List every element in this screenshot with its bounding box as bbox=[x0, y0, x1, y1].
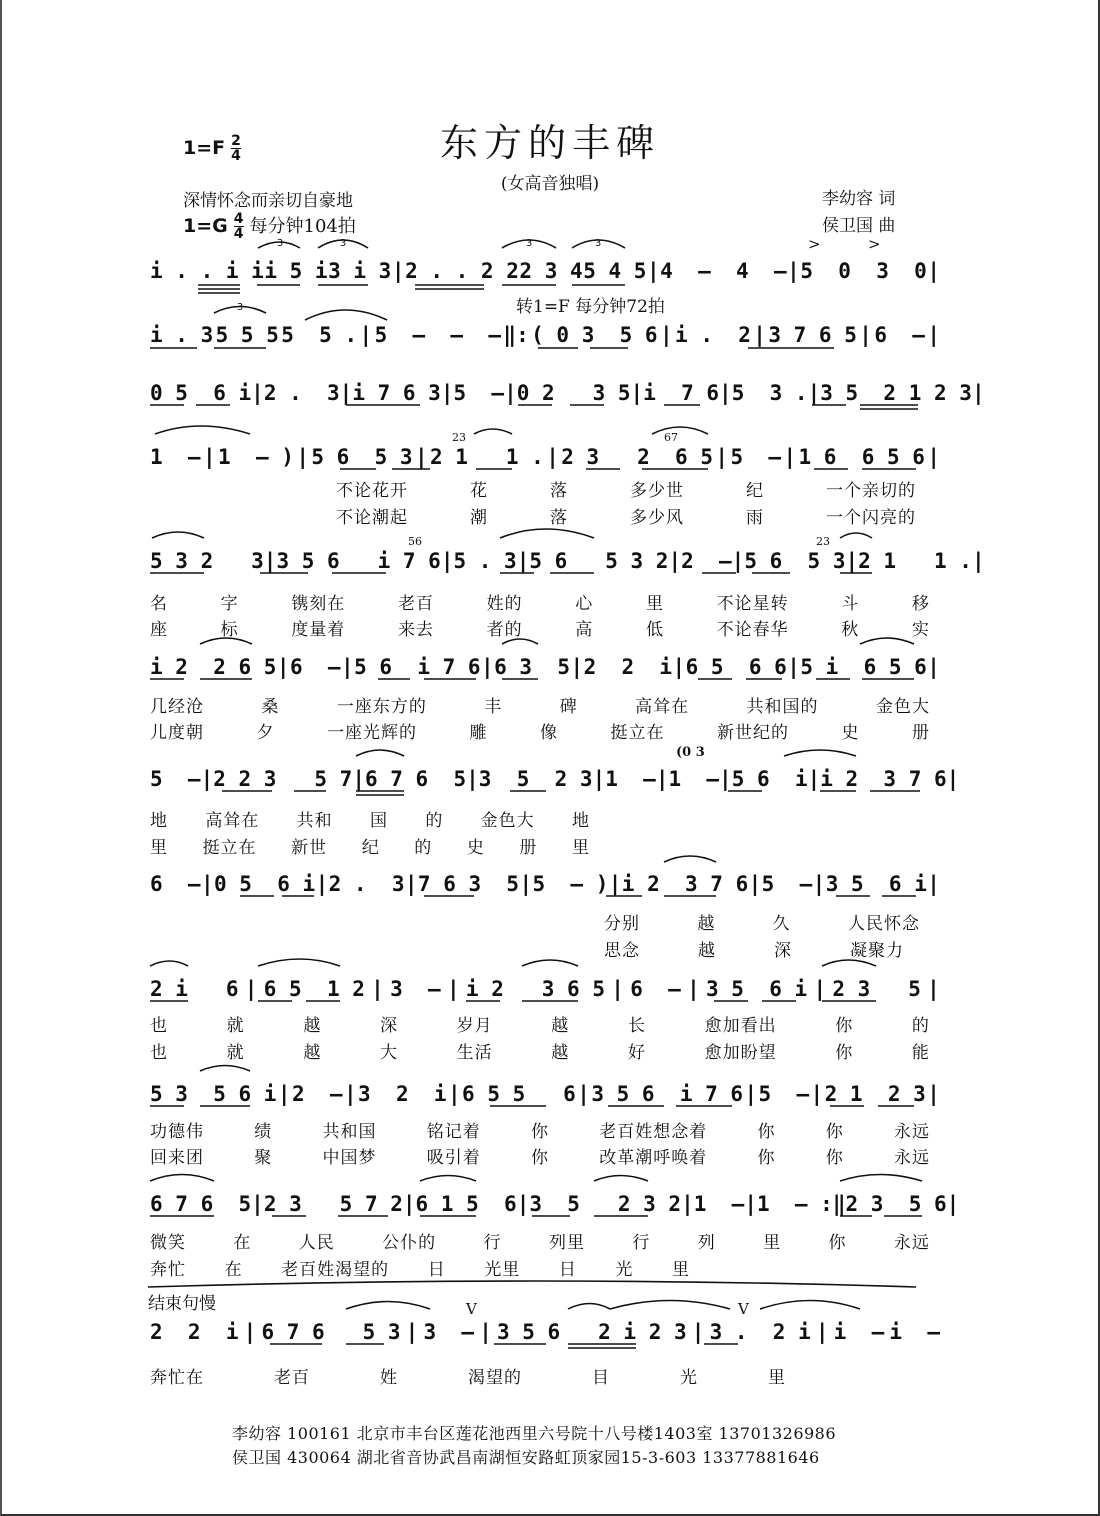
notation-line-12: 2 2 i | 6 7 6 5 3 | 3 – | 3 5 6 2 i 2 3 | 3 . 2 i | i – i – bbox=[150, 1320, 940, 1344]
notation-line-1: i . . i i i 5 i 3 i 3 | 2 . . 2 2 2 3 4 5 4 5 | 4 – 4 – | 5 0 3 0 | bbox=[150, 259, 940, 283]
lyric-line: 儿度朝 夕 一座光辉的 雕 像 挺立在 新世纪的 史 册 bbox=[150, 723, 930, 743]
lyric-line: 功德伟 绩 共和国 铭记着 你 老百姓想念着 你 你 永远 bbox=[150, 1122, 930, 1142]
notation-line-2: i . 3 5 5 5 5 5 . | 5 – – – ‖: ( 0 3 5 6 | i . 2 | 3 7 6 5 | 6 – | bbox=[150, 323, 940, 347]
accent-mark: > bbox=[868, 235, 881, 253]
notation-line-5: 5 3 2 3 | 3 5 6 i 7 6 | 5 . 3 | 5 6 5 3 2 | 2 – | 5 6 5 3 | 2 1 1 . | bbox=[150, 549, 985, 573]
modulation-mark: 转1=F 每分钟72拍 bbox=[516, 297, 665, 317]
breath-mark: V bbox=[738, 1300, 749, 1318]
key-signature-2: 1=G $\frac{4}{4}$ 每分钟104拍 bbox=[183, 211, 356, 242]
triplet-mark: 3 bbox=[339, 238, 347, 249]
grace-note: 23 bbox=[452, 431, 466, 444]
ending-tempo-mark: 结束句慢 bbox=[148, 1294, 216, 1314]
key-label: 1=F bbox=[183, 137, 226, 159]
lyric-line: 奔忙在 老百 姓 渴望的 目 光 里 bbox=[150, 1368, 786, 1388]
paren-note: (0 3 bbox=[676, 745, 705, 760]
notation-line-11: 6 7 6 5 | 2 3 5 7 2 | 6 1 5 6 | 3 5 2 3 2 | 1 – | 1 – :‖ 2 3 5 6 | bbox=[150, 1192, 960, 1216]
lyric-line: 不论潮起 潮 落 多少风 雨 一个闪亮的 bbox=[336, 508, 916, 528]
lyricist-credit: 李幼容 词 bbox=[822, 189, 896, 209]
lyric-line: 思念 越 深 凝聚力 bbox=[604, 941, 904, 961]
expression-mark: 深情怀念而亲切自豪地 bbox=[183, 191, 353, 211]
grace-note: 67 bbox=[664, 431, 678, 444]
notation-line-7: 5 – | 2 2 3 5 7 | 6 7 6 5 | 3 5 2 3 | 1 – | 1 – | 5 6 i | i 2 3 7 6 | bbox=[150, 767, 960, 791]
time-signature: $\frac{2}{4}$ bbox=[231, 133, 241, 164]
footer-lyricist-contact: 李幼容 100161 北京市丰台区莲花池西里六号院十八号楼1403室 13701326986 bbox=[232, 1424, 837, 1443]
lyric-line: 座 标 度量着 来去 者的 高 低 不论春华 秋 实 bbox=[150, 620, 930, 640]
notation-line-6: i 2 2 6 5 | 6 – | 5 6 i 7 6 | 6 3 5 | 2 2 i | 6 5 6 6 | 5 i 6 5 6 | bbox=[150, 655, 940, 679]
lyric-line: 分别 越 久 人民怀念 bbox=[604, 914, 920, 934]
lyric-line: 几经沧 桑 一座东方的 丰 碑 高耸在 共和国的 金色大 bbox=[150, 697, 930, 717]
triplet-mark: 3 bbox=[525, 238, 533, 249]
accent-mark: > bbox=[808, 235, 821, 253]
triplet-mark: 3 bbox=[276, 238, 284, 249]
notation-line-3: 0 5 6 i | 2 . 3 | i 7 6 3 | 5 – | 0 2 3 5 | i 7 6 | 5 3 . | 3 5 2 1 2 3 | bbox=[150, 381, 985, 405]
composer-credit: 侯卫国 曲 bbox=[822, 216, 896, 236]
grace-note: 23 bbox=[816, 535, 830, 548]
song-title: 东方的丰碑 bbox=[439, 121, 660, 165]
lyric-line: 也 就 越 深 岁月 越 长 愈加看出 你 的 bbox=[150, 1016, 930, 1036]
lyric-line: 不论花开 花 落 多少世 纪 一个亲切的 bbox=[336, 481, 916, 501]
triplet-mark: 3 bbox=[236, 302, 244, 313]
lyric-line: 地 高耸在 共和 国 的 金色大 地 bbox=[150, 811, 590, 831]
lyric-line: 名 字 镌刻在 老百 姓的 心 里 不论星转 斗 移 bbox=[150, 594, 930, 614]
notation-line-8: 6 – | 0 5 6 i | 2 . 3 | 7 6 3 5 | 5 – ) | i 2 3 7 6 | 5 – | 3 5 6 i | bbox=[150, 872, 940, 896]
lyric-line: 奔忙 在 老百姓渴望的 日 光里 日 光 里 bbox=[150, 1260, 690, 1280]
lyric-line: 回来团 聚 中国梦 吸引着 你 改革潮呼唤着 你 你 永远 bbox=[150, 1148, 930, 1168]
lyric-line: 微笑 在 人民 公仆的 行 列里 行 列 里 你 永远 bbox=[150, 1233, 930, 1253]
notation-line-4: 1 – | 1 – ) | 5 6 5 3 | 2 1 1 . | 2 3 2 6 5 | 5 – | 1 6 6 5 6 | bbox=[150, 445, 940, 469]
lyric-line: 也 就 越 大 生活 越 好 愈加盼望 你 能 bbox=[150, 1043, 930, 1063]
tempo-mark: 每分钟104拍 bbox=[249, 216, 356, 237]
grace-note: 56 bbox=[408, 535, 422, 548]
notation-line-9: 2 i 6 | 6 5 1 2 | 3 – | i 2 3 6 5 | 6 – | 3 5 6 i | 2 3 5 | bbox=[150, 977, 940, 1001]
breath-mark: V bbox=[466, 1300, 477, 1318]
footer-composer-contact: 侯卫国 430064 湖北省音协武昌南湖恒安路虹顶家园15-3-603 13377881646 bbox=[232, 1448, 820, 1467]
triplet-mark: 3 bbox=[594, 238, 602, 249]
song-subtitle: (女高音独唱) bbox=[500, 174, 600, 194]
notation-line-10: 5 3 5 6 i | 2 – | 3 2 i | 6 5 5 6 | 3 5 6 i 7 6 | 5 – | 2 1 2 3 | bbox=[150, 1082, 940, 1106]
lyric-line: 里 挺立在 新世 纪 的 史 册 里 bbox=[150, 838, 590, 858]
